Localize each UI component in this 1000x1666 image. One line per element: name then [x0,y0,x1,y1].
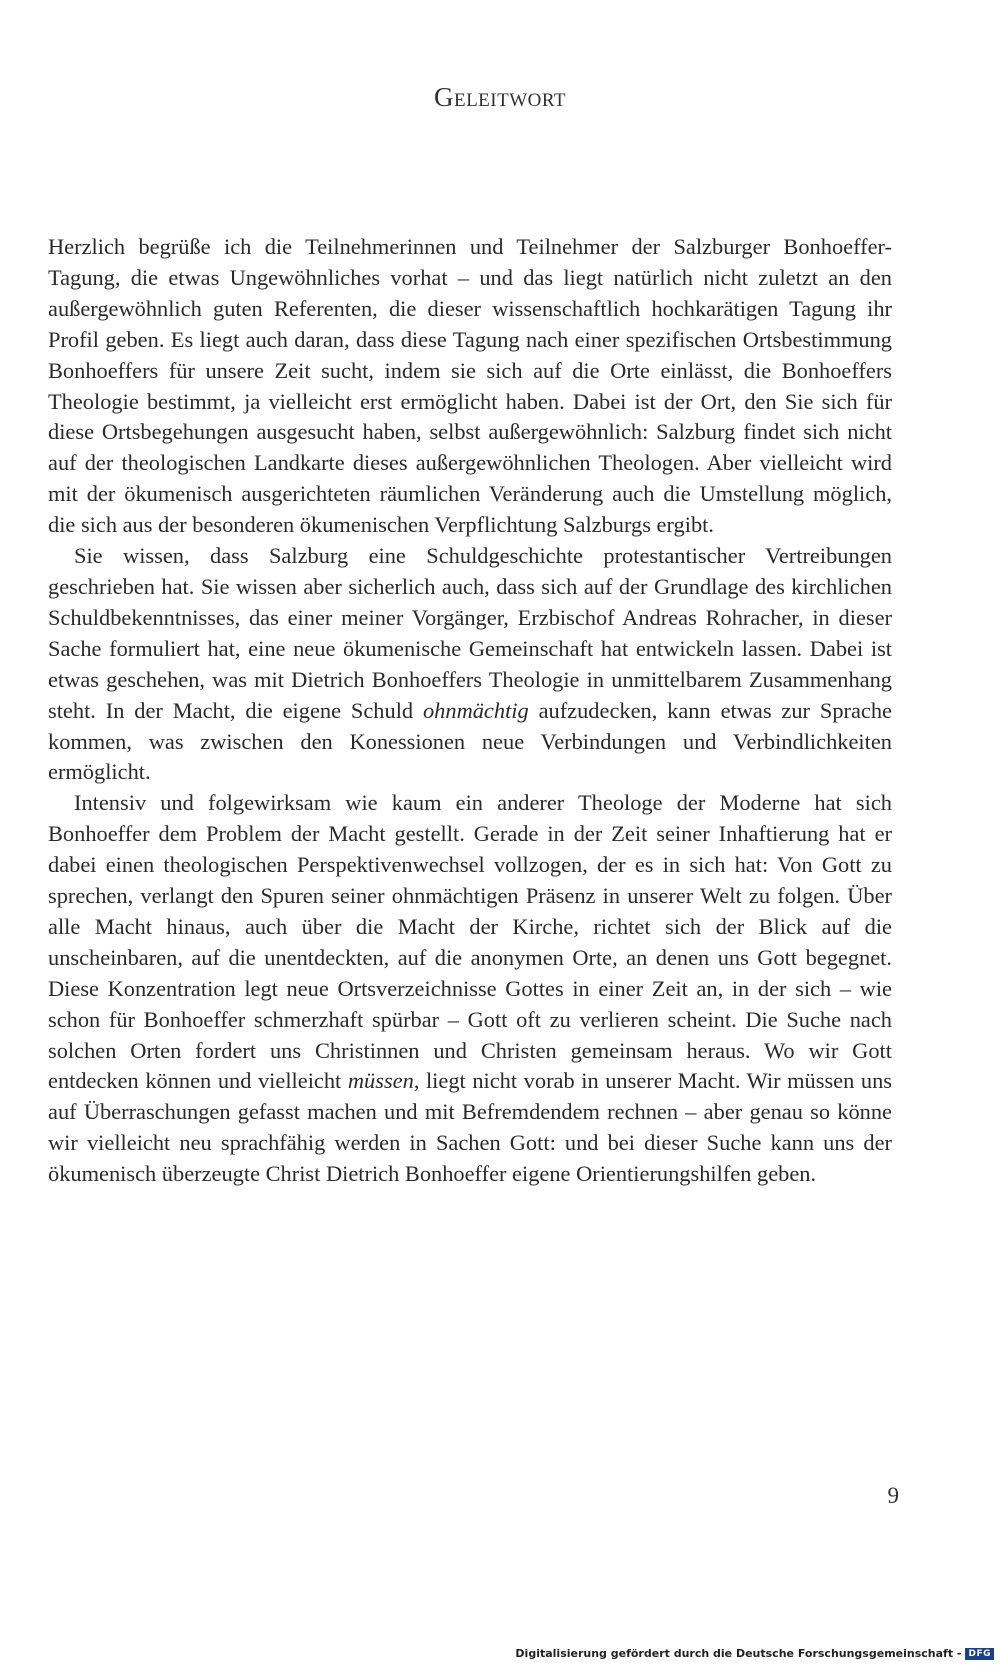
paragraph-2-text-a: Sie wissen, dass Salzburg eine Schuldgeschichte protestantischer Vertreibungen geschrieben hat. Sie wissen aber sicherlich auch, dass sich auf der Grundlage des kirchlichen Schuldbekenntnisses, das einer meiner Vorgänger, Erzbischof Andreas Rohracher, in dieser Sache formuliert hat, eine neue ökumenische Gemeinschaft hat entwickeln lassen. Dabei ist etwas geschehen, was mit Dietrich Bonhoeffers Theologie in unmittelbarem Zusammenhang steht. In der Macht, die eigene Schuld [48,543,892,723]
digitization-footer [515,1647,994,1660]
paragraph-2 [48,541,892,788]
paragraph-3-text-a: Intensiv und folgewirksam wie kaum ein anderer Theologe der Moderne hat sich Bonhoeffer dem Problem der Macht gestellt. Gerade in der Zeit seiner Inhaftierung hat er dabei einen theologischen Perspektivenwechsel vollzogen, der es in sich hat: Von Gott zu sprechen, verlangt den Spuren seiner ohnmächtigen Präsenz in unserer Welt zu folgen. Über alle Macht hinaus, auch über die Macht der Kirche, richtet sich der Blick auf die unscheinbaren, auf die unentdeckten, auf die anonymen Orte, an denen uns Gott begegnet. Diese Konzentration legt neue Ortsverzeichnisse Gottes in einer Zeit an, in der sich – wie schon für Bonhoeffer schmerzhaft spürbar – Gott oft zu verlieren scheint. Die Suche nach solchen Orten fordert uns Christinnen und Christen gemeinsam heraus. Wo wir Gott entdecken können und vielleicht [48,790,892,1094]
body-text [48,232,892,1190]
paragraph-1: Herzlich begrüße ich die Teilnehmerinnen und Teilnehmer der Salzburger Bonhoeffer-Tagung, die etwas Ungewöhnliches vorhat – und das liegt natürlich nicht zuletzt an den außergewöhnlich guten Referenten, die dieser wissenschaftlich hochkarätigen Tagung ihr Profil geben. Es liegt auch daran, dass diese Tagung nach einer spezifischen Ortsbestimmung Bonhoeffers für unsere Zeit sucht, indem sie sich auf die Orte einlässt, die Bonhoeffers Theologie bestimmt, ja vielleicht erst ermöglicht haben. Dabei ist der Ort, den Sie sich für diese Ortsbegehungen ausgesucht haben, selbst außergewöhnlich: Salzburg findet sich nicht auf der theologischen Landkarte dieses außergewöhnlichen Theologen. Aber vielleicht wird mit der ökumenisch ausgerichteten räumlichen Veränderung auch die Umstellung möglich, die sich aus der besonderen ökumenischen Verpflichtung Salzburgs ergibt. [48,234,892,538]
paragraph-2-emphasis: ohnmächtig [422,697,529,723]
paragraph-3-text-b: liegt nicht vorab in unserer Macht. Wir müssen uns auf Überraschungen gefasst machen und mit Befremdendem rechnen – aber genau so könne wir vielleicht neu sprachfähig werden in Sachen Gott: und bei dieser Suche kann uns der ökumenisch überzeugte Christ Dietrich Bonhoeffer eigene Orientierungshilfen geben. [48,1068,892,1187]
page-title: Geleitwort [433,82,567,112]
footer-text: Digitalisierung gefördert durch die Deutsche Forschungsgemeinschaft - [515,1647,962,1660]
dfg-logo-icon: DFG [965,1648,994,1660]
paragraph-2-text-b: aufzudecken, kann etwas zur Sprache kommen, was zwischen den Konessionen neue Verbindungen und Verbindlichkeiten ermöglicht. [48,697,892,785]
page-number: 9 [887,1483,899,1508]
paragraph-3-emphasis: müssen, [347,1068,420,1094]
paragraph-3 [48,788,892,1190]
